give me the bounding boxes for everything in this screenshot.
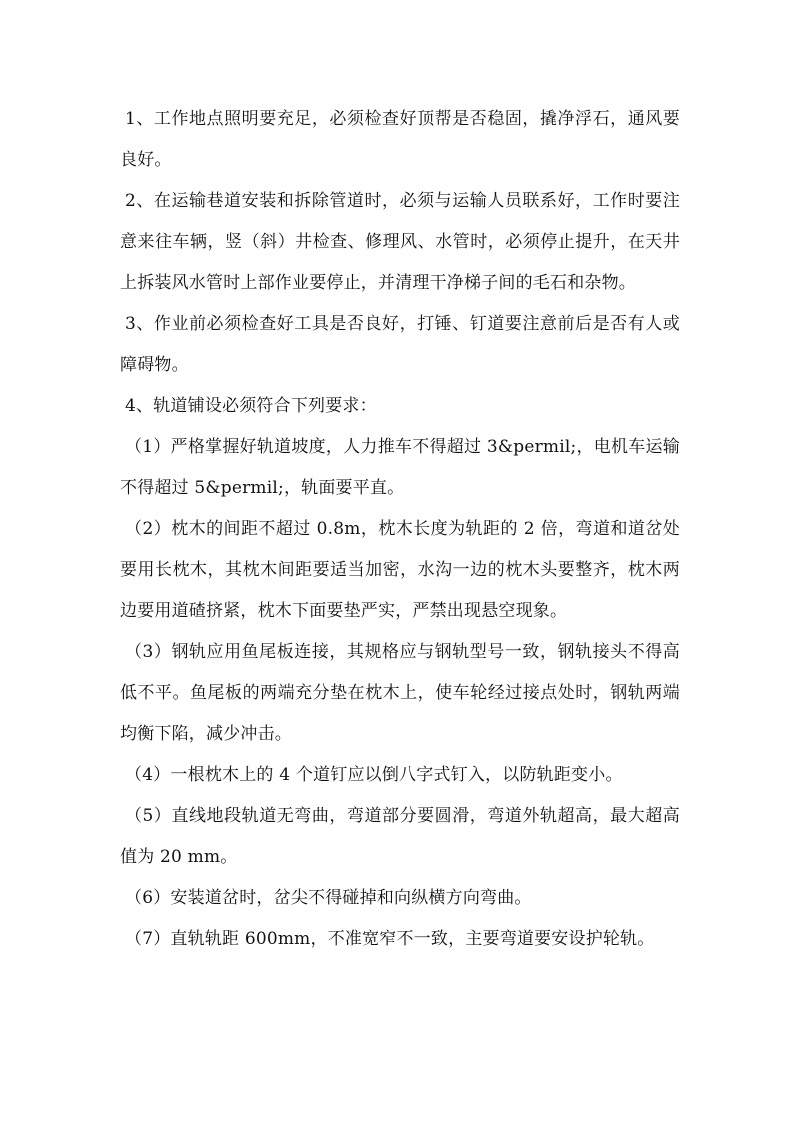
requirement-3: （3）钢轨应用鱼尾板连接，其规格应与钢轨型号一致，钢轨接头不得高低不平。鱼尾板的两端充分垫在枕木上，使车轮经过接点处时，钢轨两端均衡下陷，减少冲击。 bbox=[120, 642, 680, 744]
requirement-1: （1）严格掌握好轨道坡度，人力推车不得超过 3&permil;，电机车运输不得超过 5&permil;，轨面要平直。 bbox=[120, 437, 680, 498]
requirement-6: （6）安装道岔时，岔尖不得碰掉和向纵横方向弯曲。 bbox=[125, 888, 532, 908]
paragraph-2: 2、在运输巷道安装和拆除管道时，必须与运输人员联系好，工作时要注意来往车辆，竖（斜）井检查、修理风、水管时，必须停止提升，在天井上拆装风水管时上部作业要停止，并清理干净梯子间的毛石和杂物。 bbox=[120, 191, 680, 293]
paragraph-4: 4、轨道铺设必须符合下列要求： bbox=[125, 396, 377, 416]
requirement-2: （2）枕木的间距不超过 0.8m，枕木长度为轨距的 2 倍，弯道和道岔处要用长枕木，其枕木间距要适当加密，水沟一边的枕木头要整齐，枕木两边要用道碴挤紧，枕木下面要垫严实，严禁出现悬空现象。 bbox=[120, 519, 680, 621]
paragraph-1: 1、工作地点照明要充足，必须检查好顶帮是否稳固，撬净浮石，通风要良好。 bbox=[120, 109, 680, 170]
requirement-7: （7）直轨轨距 600mm，不准宽窄不一致，主要弯道要安设护轮轨。 bbox=[125, 929, 655, 949]
document-body bbox=[120, 99, 680, 960]
paragraph-3: 3、作业前必须检查好工具是否良好，打锤、钉道要注意前后是否有人或障碍物。 bbox=[120, 314, 680, 375]
requirement-5: （5）直线地段轨道无弯曲，弯道部分要圆滑，弯道外轨超高，最大超高值为 20 mm。 bbox=[120, 806, 680, 867]
requirement-4: （4）一根枕木上的 4 个道钉应以倒八字式钉入，以防轨距变小。 bbox=[125, 765, 623, 785]
